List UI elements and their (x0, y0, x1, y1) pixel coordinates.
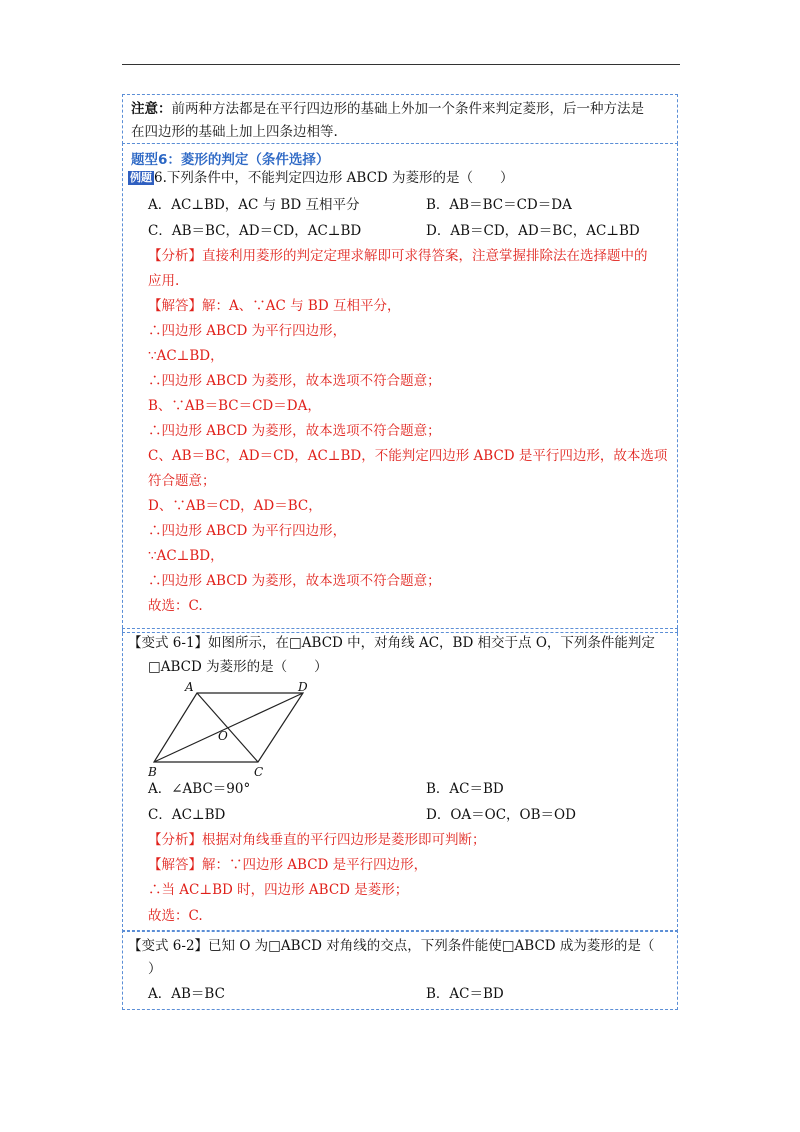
variant1-option-d: D．OA＝OC，OB＝OD (426, 807, 576, 823)
option-b: B．AB＝BC＝CD＝DA (426, 197, 572, 213)
note-line-2: 在四边形的基础上加上四条边相等. (131, 124, 338, 140)
question-text: 6.下列条件中，不能判定四边形 ABCD 为菱形的是（ ） (154, 170, 514, 186)
solution-line-3: ∵AC⊥BD， (148, 348, 224, 364)
variant2-label: 【变式 6-2】 (128, 938, 209, 954)
variant1-solution-line-3: 故选：C. (148, 908, 203, 924)
variant1-question-line-1 (128, 634, 655, 652)
option-d: D．AB＝CD，AD＝BC，AC⊥BD (426, 223, 640, 239)
analysis-line-1: 【分析】直接利用菱形的判定定理求解即可求得答案，注意掌握排除法在选择题中的 (148, 248, 648, 264)
variant2-option-a: A．AB＝BC (148, 986, 225, 1002)
variant1-option-a: A．∠ABC＝90° (148, 781, 251, 797)
solution-line-2: ∴四边形 ABCD 为平行四边形， (148, 323, 347, 339)
note-label: 注意： (131, 101, 172, 117)
solution-line-10: ∴四边形 ABCD 为平行四边形， (148, 523, 347, 539)
section-title: 题型6：菱形的判定（条件选择） (131, 152, 330, 168)
solution-line-11: ∵AC⊥BD， (148, 548, 224, 564)
note-box (122, 94, 678, 144)
solution-line-13: 故选：C. (148, 598, 203, 614)
solution-line-7: C、AB＝BC，AD＝CD，AC⊥BD，不能判定四边形 ABCD 是平行四边形，故本选项 (148, 448, 668, 464)
variant2-question-line-1 (128, 937, 654, 955)
figure-label-a: A (185, 681, 194, 694)
variant1-question-text-1: 如图所示，在□ABCD 中，对角线 AC，BD 相交于点 O，下列条件能判定 (208, 635, 655, 651)
variant1-option-c: C．AC⊥BD (148, 807, 226, 823)
solution-line-4: ∴四边形 ABCD 为菱形，故本选项不符合题意； (148, 373, 441, 389)
variant1-box (122, 628, 678, 932)
header-rule (122, 64, 680, 65)
variant1-analysis: 【分析】根据对角线垂直的平行四边形是菱形即可判断； (148, 832, 486, 848)
solution-line-6: ∴四边形 ABCD 为菱形，故本选项不符合题意； (148, 423, 441, 439)
variant2-question-line-2: ） (148, 961, 162, 977)
figure-label-o: O (218, 729, 228, 743)
question-line (128, 169, 514, 187)
variant2-box (122, 930, 678, 1010)
solution-line-9: D、∵AB＝CD，AD＝BC， (148, 498, 322, 514)
variant1-label: 【变式 6-1】 (128, 635, 209, 651)
figure-label-b: B (148, 765, 157, 779)
analysis-line-2: 应用. (148, 273, 180, 289)
option-c: C．AB＝BC，AD＝CD，AC⊥BD (148, 223, 362, 239)
solution-line-8: 符合题意； (148, 473, 216, 489)
variant1-question-line-2: □ABCD 为菱形的是（ ） (148, 659, 328, 675)
parallelogram-figure (148, 681, 348, 781)
variant1-option-b: B．AC＝BD (426, 781, 504, 797)
variant2-option-b: B．AC＝BD (426, 986, 504, 1002)
variant2-question-text-1: 已知 O 为□ABCD 对角线的交点，下列条件能使□ABCD 成为菱形的是（ (208, 938, 655, 954)
variant1-solution-line-1: 【解答】解：∵四边形 ABCD 是平行四边形， (148, 857, 428, 873)
variant1-solution-line-2: ∴当 AC⊥BD 时，四边形 ABCD 是菱形； (148, 882, 409, 898)
note-text-1: 前两种方法都是在平行四边形的基础上外加一个条件来判定菱形，后一种方法是 (171, 101, 644, 117)
solution-line-12: ∴四边形 ABCD 为菱形，故本选项不符合题意； (148, 573, 441, 589)
note-line-1 (131, 100, 644, 118)
example-tag: 例题 (130, 171, 152, 184)
solution-line-1: 【解答】解：A、∵AC 与 BD 互相平分， (148, 298, 401, 314)
figure-label-c: C (254, 765, 264, 779)
solution-line-5: B、∵AB＝BC＝CD＝DA， (148, 398, 321, 414)
example-box (122, 143, 678, 633)
option-a: A．AC⊥BD，AC 与 BD 互相平分 (148, 197, 360, 213)
figure-label-d: D (298, 681, 308, 694)
